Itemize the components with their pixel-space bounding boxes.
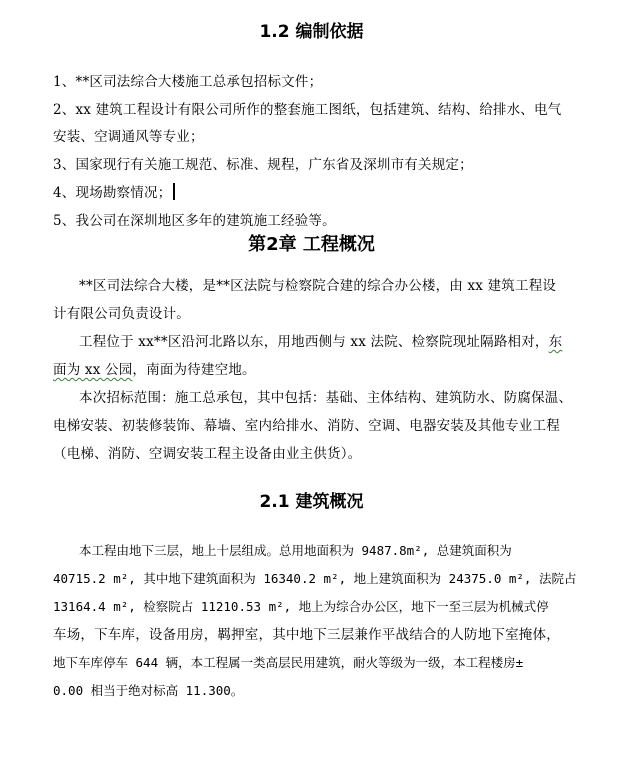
- building-para-line2: 40715.2 m², 其中地下建筑面积为 16340.2 m², 地上建筑面积为 24375.0 m², 法院占: [53, 571, 577, 586]
- basis-item-4-row: [53, 183, 175, 203]
- building-para-line4: 车场，下车库，设备用房，羁押室，其中地下三层兼作平战结合的人防地下室掩体，: [53, 627, 560, 643]
- basis-item-5: 5、我公司在深圳地区多年的建筑施工经验等。: [53, 213, 336, 229]
- overview-para1-line1: **区司法综合大楼，是**区法院与检察院合建的综合办公楼，由 xx 建筑工程设: [79, 278, 557, 294]
- overview-para2-line2: [53, 360, 256, 380]
- building-para-line3: 13164.4 m², 检察院占 11210.53 m², 地上为综合办公区，地下一至三层为机械式停: [53, 599, 549, 614]
- overview-para2-line1: [79, 332, 562, 352]
- overview-para2-text-b: 东: [548, 334, 563, 350]
- overview-para3-line2: 电梯安装、初装修装饰、幕墙、室内给排水、消防、空调、电器安装及其他专业工程: [53, 418, 560, 434]
- building-para-line6: 0.00 相当于绝对标高 11.300。: [53, 683, 244, 698]
- overview-para2-text-d: ，南面为待建空地。: [132, 362, 256, 378]
- basis-item-2-cont: 安装、空调通风等专业；: [53, 129, 204, 145]
- overview-para3-line3: （电梯、消防、空调安装工程主设备由业主供货）。: [53, 446, 362, 462]
- basis-item-4: 4、现场勘察情况；: [53, 185, 172, 201]
- overview-para3-line1: 本次招标范围：施工总承包，其中包括：基础、主体结构、建筑防水、防腐保温、: [79, 390, 573, 406]
- basis-item-1: 1、**区司法综合大楼施工总承包招标文件；: [53, 74, 323, 90]
- building-para-line5: 地下车库停车 644 辆，本工程属一类高层民用建筑，耐火等级为一级，本工程楼房±: [53, 655, 524, 670]
- overview-para2-text-a: 工程位于 xx**区沿河北路以东，用地西侧与 xx 法院、检察院现址隔路相对，: [79, 334, 549, 350]
- section-heading-2-1: 2.1 建筑概况: [259, 492, 364, 512]
- section-heading-1-2: 1.2 编制依据: [259, 22, 364, 42]
- chapter-heading-2: 第2章 工程概况: [248, 234, 375, 255]
- basis-item-3: 3、国家现行有关施工规范、标准、规程，广东省及深圳市有关规定；: [53, 157, 473, 173]
- overview-para2-text-c: 面为 xx 公园: [53, 362, 133, 378]
- building-para-line1: 本工程由地下三层，地上十层组成。总用地面积为 9487.8m², 总建筑面积为: [79, 543, 512, 558]
- overview-para1-line2: 计有限公司负责设计。: [53, 306, 190, 322]
- text-cursor: [173, 183, 175, 200]
- basis-item-2: 2、xx 建筑工程设计有限公司所作的整套施工图纸，包括建筑、结构、给排水、电气: [53, 102, 562, 118]
